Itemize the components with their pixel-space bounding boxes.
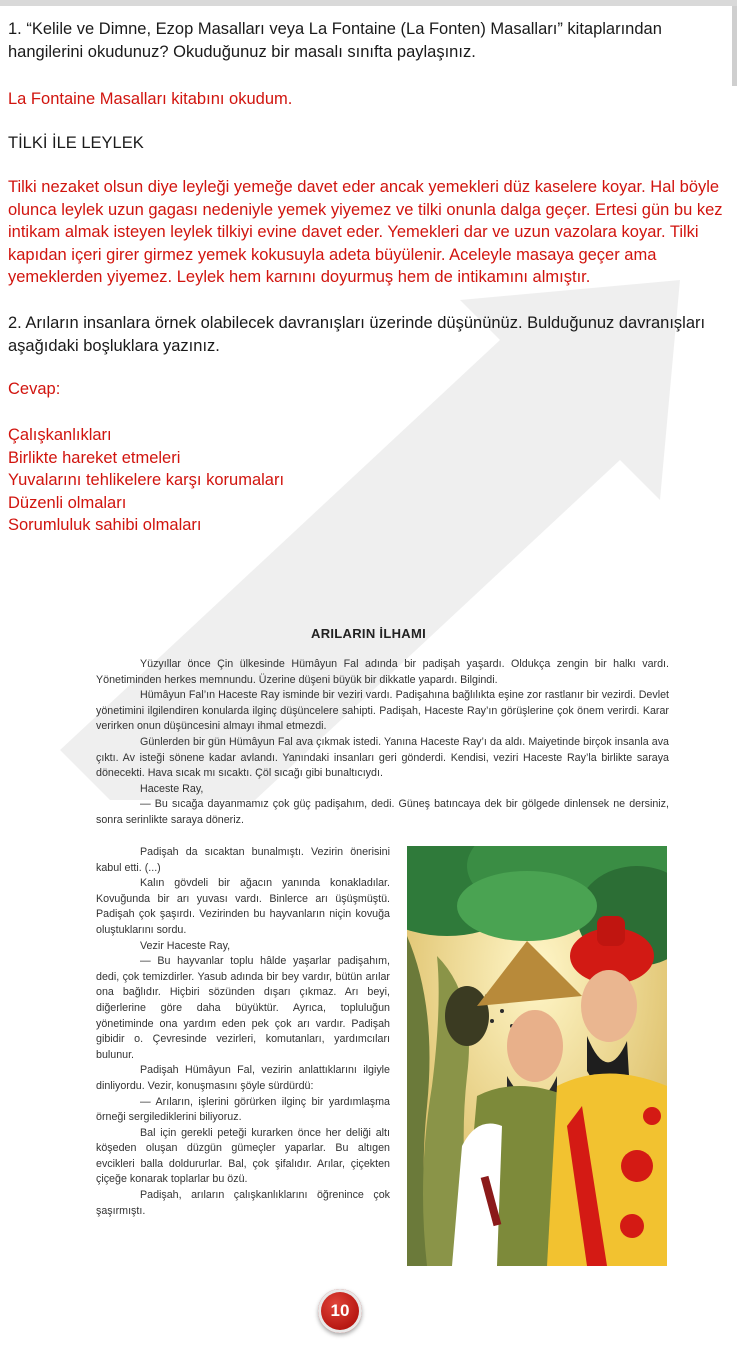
cevap-label: Cevap: [8, 380, 61, 398]
story-title: TİLKİ İLE LEYLEK [8, 134, 144, 152]
answer-list [8, 424, 730, 537]
answer-1: La Fontaine Masalları kitabını okudum. [8, 90, 293, 108]
book-paragraph: — Bu sıcağa dayanmamız çok güç padişahım, dedi. Güneş batıncaya dek bir gölgede dinlensek ne dersiniz, sonra serinlikte saraya döneriz. [96, 798, 669, 826]
list-item: Yuvalarını tehlikelere karşı korumaları [8, 471, 285, 489]
book-paragraph: Bal için gerekli peteği kurarken önce her deliği altı köşeden oluşan düzgün gümeçler yaparlar. Bu altıgen evcikleri balla doldururlar. Bal, çok şifalıdır. Arılar, çiçekten çiçeğe konarak toplarlar bu özü. [96, 1126, 390, 1186]
list-item: Birlikte hareket etmeleri [8, 448, 181, 467]
book-column [96, 845, 390, 1219]
book-paragraph: — Arıların, işlerini görürken ilginç bir yardımlaşma örneği sergilediklerini biliyoruz. [96, 1095, 390, 1124]
book-title: ARILARIN İLHAMI [311, 626, 426, 641]
book-paragraph: Günlerden bir gün Hümâyun Fal ava çıkmak istedi. Yanına Haceste Ray’ı da aldı. Maiyetinde birçok insanla ava çıktı. Av isteği sönene kadar avlandı. Yanındaki insanları geri gönderdi. Kendisi, veziri Haceste Ray’la birlikte saraya dönecekti. Hava sıcak mı sıcaktı. Çöl sıcağı gibi bunaltıcıydı. [96, 735, 669, 780]
book-paragraph: Padişah Hümâyun Fal, vezirin anlattıklarını ilgiyle dinliyordu. Vezir, konuşmasını şöyle sürdürdü: [96, 1064, 390, 1092]
book-paragraph: Haceste Ray, [140, 782, 204, 795]
book-paragraph: Hümâyun Fal’ın Haceste Ray isminde bir veziri vardı. Padişahına bağlılıkta eşine zor rastlanır bir vezirdi. Devlet yönetimini ilgilendiren konularda ilginç düşüncelere sahipti. Padişah, Haceste Ray’ın görüşlerine çok önem verirdi. Karar verirken onun düşüncesini almayı ihmal etmezdi. [96, 689, 669, 733]
book-paragraph: Vezir Haceste Ray, [140, 939, 231, 952]
story-text: Tilki nezaket olsun diye leyleği yemeğe davet eder ancak yemekleri düz kaselere koyar. Hal böyle olunca leylek uzun gagası nedeniyle yemek yiyemez ve tilki onunla dalga geçer. Ertesi gün bu kez intikam almak isteyen leylek tilkiyi evine davet eder. Yemekleri dar ve uzun vazolara koyar. Tilki kapıdan içeri girer girmez yemek kokusuyla adeta büyülenir. Aceleyle masaya geçer ama yemeklerden yiyemez. Leylek hem karnını doyurmuş hem de intikamını almıştır. [8, 178, 723, 286]
list-item: Çalışkanlıkları [8, 426, 112, 444]
page-number: 10 [318, 1289, 362, 1333]
scrollbar[interactable] [732, 6, 737, 86]
question-2: 2. Arıların insanlara örnek olabilecek davranışları üzerinde düşününüz. Bulduğunuz davranışları aşağıdaki boşluklara yazınız. [8, 314, 706, 355]
book-text [96, 657, 669, 829]
illustration-image [407, 846, 667, 1266]
question-1: 1. “Kelile ve Dimne, Ezop Masalları veya La Fontaine (La Fonten) Masalları” kitaplarından hangilerini okudunuz? Okuduğunuz bir masalı sınıfta paylaşınız. [8, 20, 662, 61]
list-item: Düzenli olmaları [8, 493, 127, 512]
book-paragraph: Padişah, arıların çalışkanlıklarını öğrenince çok şaşırmıştı. [96, 1189, 390, 1217]
list-item: Sorumluluk sahibi olmaları [8, 516, 202, 534]
top-bar [0, 0, 737, 6]
book-paragraph: — Bu hayvanlar toplu hâlde yaşarlar padişahım, dedi, çok temizdirler. Yasub adında bir bey vardır, bütün arılar ona bağlıdır. Hiçbiri sözünden dışarı çıkmaz. Arı beyi, diğerlerine göre daha büyüktür. Ayrıca, topluluğun yönetiminde ona yardım eden pek çok arı vardır. Padişah gibidir o. Çevresinde vezirleri, komutanları, yardımcıları bulunur. [96, 955, 390, 1061]
book-paragraph: Padişah da sıcaktan bunalmıştı. Vezirin önerisini kabul etti. (...) [96, 846, 390, 874]
book-paragraph: Kalın gövdeli bir ağacın yanında konakladılar. Kovuğunda bir arı yuvası vardı. Binlerce arı üşüşmüştü. Padişah çok şaşırdı. Vezirinden bu hayvanların niçin kovuğa oluştuklarını sordu. [96, 877, 390, 936]
book-paragraph: Yüzyıllar önce Çin ülkesinde Hümâyun Fal adında bir padişah yaşardı. Oldukça zengin bir halkı vardı. Yönetiminden herkes memnundu. Üzerine düşeni büyük bir dikkatle yapardı. Bilgindi. [96, 658, 669, 686]
